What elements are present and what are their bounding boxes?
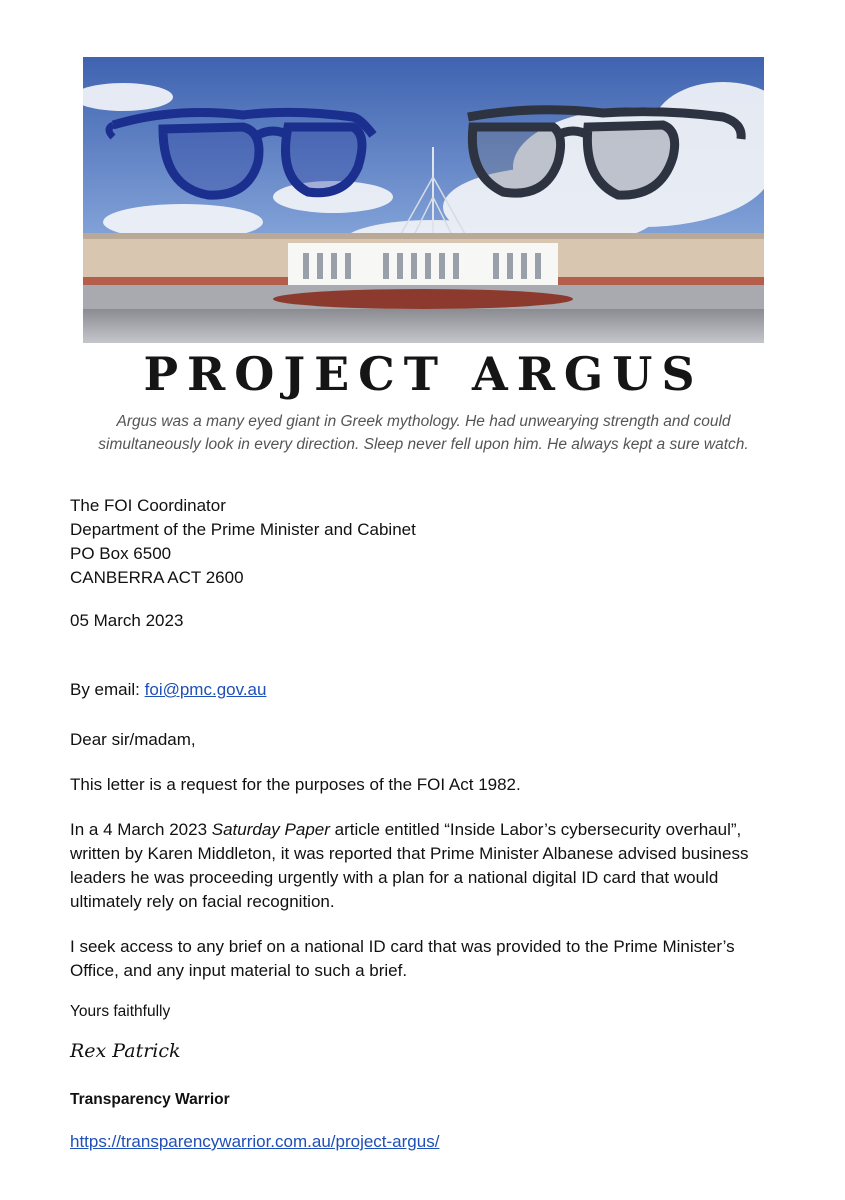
recipient-line-3: PO Box 6500 bbox=[70, 544, 172, 563]
recipient-line-1: The FOI Coordinator bbox=[70, 496, 226, 515]
recipient-address bbox=[70, 494, 416, 590]
recipient-line-2: Department of the Prime Minister and Cabinet bbox=[70, 520, 416, 539]
paragraph-3: I seek access to any brief on a national ID card that was provided to the Prime Minister’s Office, and any input material to such a brief. bbox=[70, 937, 735, 980]
email-link[interactable]: foi@pmc.gov.au bbox=[144, 680, 267, 699]
closing: Yours faithfully bbox=[70, 1003, 171, 1020]
paragraph-2 bbox=[70, 818, 770, 914]
paragraph-2-post: article entitled “Inside Labor’s cybersecurity overhaul”, written by Karen Middleton, it was reported that Prime Minister Albanese advised business leaders he was proceeding urgently with a plan for a national digital ID card that would ultimately rely on facial recognition. bbox=[70, 820, 749, 911]
letter-date: 05 March 2023 bbox=[70, 611, 184, 630]
tagline-line-2: simultaneously look in every direction. Sleep never fell upon him. He always kept a sure watch. bbox=[98, 436, 749, 453]
signer-title: Transparency Warrior bbox=[70, 1091, 230, 1108]
paragraph-2-pre: In a 4 March 2023 bbox=[70, 820, 212, 839]
tagline-line-1: Argus was a many eyed giant in Greek mythology. He had unwearying strength and could bbox=[116, 413, 731, 430]
email-label: By email: bbox=[70, 680, 145, 699]
tagline bbox=[83, 410, 764, 456]
salutation: Dear sir/madam, bbox=[70, 730, 196, 749]
paragraph-1: This letter is a request for the purposes of the FOI Act 1982. bbox=[70, 775, 521, 794]
parliament-house-photo bbox=[83, 57, 764, 343]
recipient-line-4: CANBERRA ACT 2600 bbox=[70, 568, 244, 587]
project-title: PROJECT ARGUS bbox=[143, 347, 704, 401]
website-line bbox=[70, 1130, 439, 1154]
banner-image bbox=[83, 57, 764, 343]
email-line bbox=[70, 678, 266, 702]
website-link[interactable]: https://transparencywarrior.com.au/project-argus/ bbox=[70, 1132, 440, 1151]
publication-name: Saturday Paper bbox=[211, 820, 330, 839]
signature: Rex Patrick bbox=[70, 1040, 181, 1062]
